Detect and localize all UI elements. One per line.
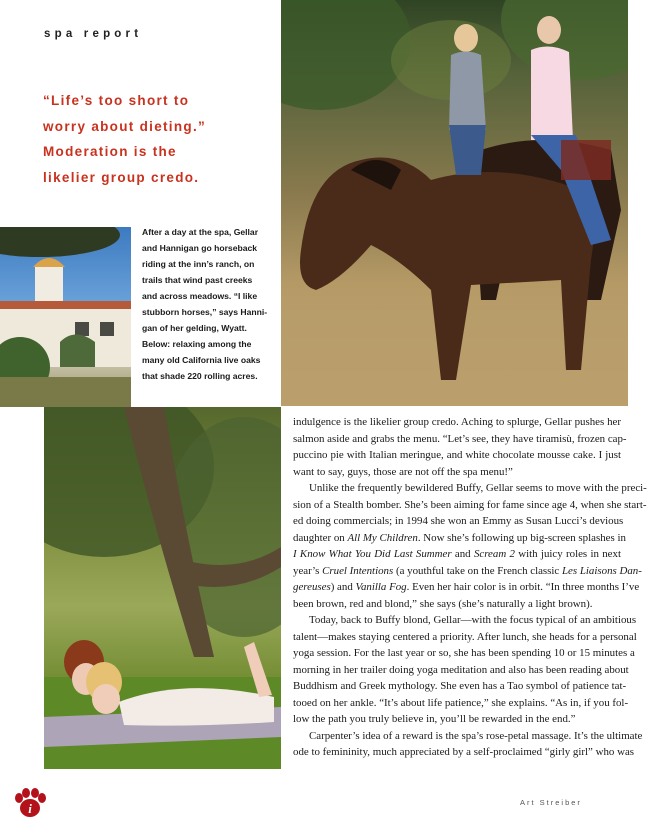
body-text-span: Unlike the frequently bewildered Buffy, Gellar seems to move with the preci- [309, 482, 647, 494]
pullquote-line: Moderation is the [43, 144, 177, 159]
svg-text:i: i [28, 801, 32, 816]
body-title-italic: I Know What You Did Last Summer [293, 548, 452, 560]
body-text-span: low the path you truly believe in, you’ll be rewarded in the end.” [293, 713, 576, 725]
body-line [293, 546, 621, 563]
body-text-span: with juicy roles in next [514, 548, 621, 560]
body-line [293, 695, 629, 712]
body-line [293, 530, 626, 547]
caption-line: stubborn horses,” says Hanni- [142, 307, 268, 317]
body-line [293, 431, 627, 448]
body-title-italic: Scream 2 [473, 548, 515, 560]
body-text-span: ode to femininity, much appreciated by a self-proclaimed “girly girl” who was [293, 746, 635, 758]
body-title-italic: Les Liaisons Dan- [562, 564, 642, 577]
body-line [293, 662, 629, 679]
caption-line: gan of her gelding, Wyatt. [142, 323, 247, 333]
photo-caption [142, 224, 276, 384]
pullquote-line: worry about dieting.” [43, 118, 207, 134]
body-title-italic: Vanilla Fog [355, 581, 407, 593]
body-line [293, 497, 647, 514]
body-line [293, 414, 621, 431]
villa-photo [0, 227, 131, 407]
body-line [293, 464, 621, 481]
body-line [293, 629, 637, 646]
body-line [293, 711, 621, 728]
body-line [293, 579, 640, 596]
caption-line: After a day at the spa, Gellar [142, 227, 259, 237]
body-line [293, 645, 635, 662]
body-text-span: puccino pie with Italian meringue, and white chocolate mousse cake. I just [293, 449, 621, 461]
caption-line: that shade 220 rolling acres. [142, 371, 258, 381]
body-text-span: salmon aside and grabs the menu. “Let’s see, they have tiramisù, frozen cap- [293, 432, 627, 445]
paw-toe [38, 793, 46, 803]
body-line [293, 447, 621, 464]
body-line [293, 612, 637, 629]
body-title-italic: gereuses [293, 581, 331, 593]
body-line [293, 480, 647, 497]
paw-toe [22, 788, 30, 798]
body-text-span: want to say, guys, those are not off the spa menu!” [293, 465, 513, 478]
body-line [293, 563, 642, 580]
body-line [293, 728, 643, 745]
body-text-span: Buddhism and Greek mythology. She even has a Tao symbol of patience tat- [293, 680, 627, 692]
body-text-span: sion of a Stealth bomber. She’s been aiming for fame since age 4, when she start- [293, 498, 647, 511]
horseback-riding-illustration [281, 0, 628, 406]
photo-credit: Art Streiber [520, 798, 582, 807]
caption-line: riding at the inn’s ranch, on [142, 259, 255, 269]
lawn-relaxing-illustration [44, 407, 281, 769]
article-body [293, 414, 647, 761]
caption-line: and Hannigan go horseback [142, 243, 258, 253]
caption-line: many old California live oaks [142, 355, 261, 365]
body-text-span: ed doing commercials; in 1994 she won an Emmy as Susan Lucci’s devious [293, 515, 624, 527]
pullquote-line: likelier group credo. [43, 169, 200, 185]
pullquote [43, 88, 275, 190]
body-text-span: tooed on her ankle. “It’s about life patience,” she explains. “As in, if you fol- [293, 696, 629, 709]
body-text-span: yoga session. For the last year or so, she has been spending 10 or 15 minutes a [293, 647, 635, 659]
pullquote-line: “Life’s too short to [43, 93, 190, 108]
body-text-span: year’s [293, 564, 323, 577]
body-line [293, 744, 635, 761]
horseback-riding-photo [281, 0, 628, 406]
body-text-span: daughter on [293, 531, 348, 544]
body-text-span: . Now she’s following up big-screen splashes in [417, 531, 626, 544]
section-label: spa report [44, 28, 143, 40]
paw-toe [31, 788, 39, 798]
paw-toe [15, 793, 23, 803]
villa-illustration [0, 227, 131, 407]
body-text-span: Today, back to Buffy blond, Gellar—with the focus typical of an ambitious [309, 614, 637, 626]
body-text-span: ) and [330, 581, 356, 593]
caption-line: and across meadows. “I like [142, 291, 258, 301]
body-text-span: talent—makes staying centered a priority. After lunch, she heads for a personal [293, 630, 637, 643]
lawn-relaxing-photo [44, 407, 281, 769]
body-text-span: indulgence is the likelier group credo. Aching to splurge, Gellar pushes her [293, 416, 621, 428]
body-text-span: . Even her hair color is in orbit. “In three months I’ve [406, 581, 640, 593]
body-title-italic: Cruel Intentions [322, 564, 394, 577]
body-text-span: (a youthful take on the French classic [393, 564, 562, 577]
body-line [293, 678, 627, 695]
body-text-span: morning in her trailer doing yoga meditation and also has been reading about [293, 663, 629, 676]
body-title-italic: All My Children [347, 531, 418, 544]
caption-line: trails that wind past creeks [142, 275, 253, 285]
body-text-span: and [451, 548, 474, 560]
body-text-span: been brown, red and blond,” she says (she’s naturally a light brown). [293, 597, 593, 610]
body-line [293, 513, 624, 530]
body-line [293, 596, 621, 613]
paw-logo-icon [13, 787, 47, 819]
body-text-span: Carpenter’s idea of a reward is the spa’s rose-petal massage. It’s the ultimate [309, 729, 643, 742]
caption-line: Below: relaxing among the [142, 339, 252, 349]
